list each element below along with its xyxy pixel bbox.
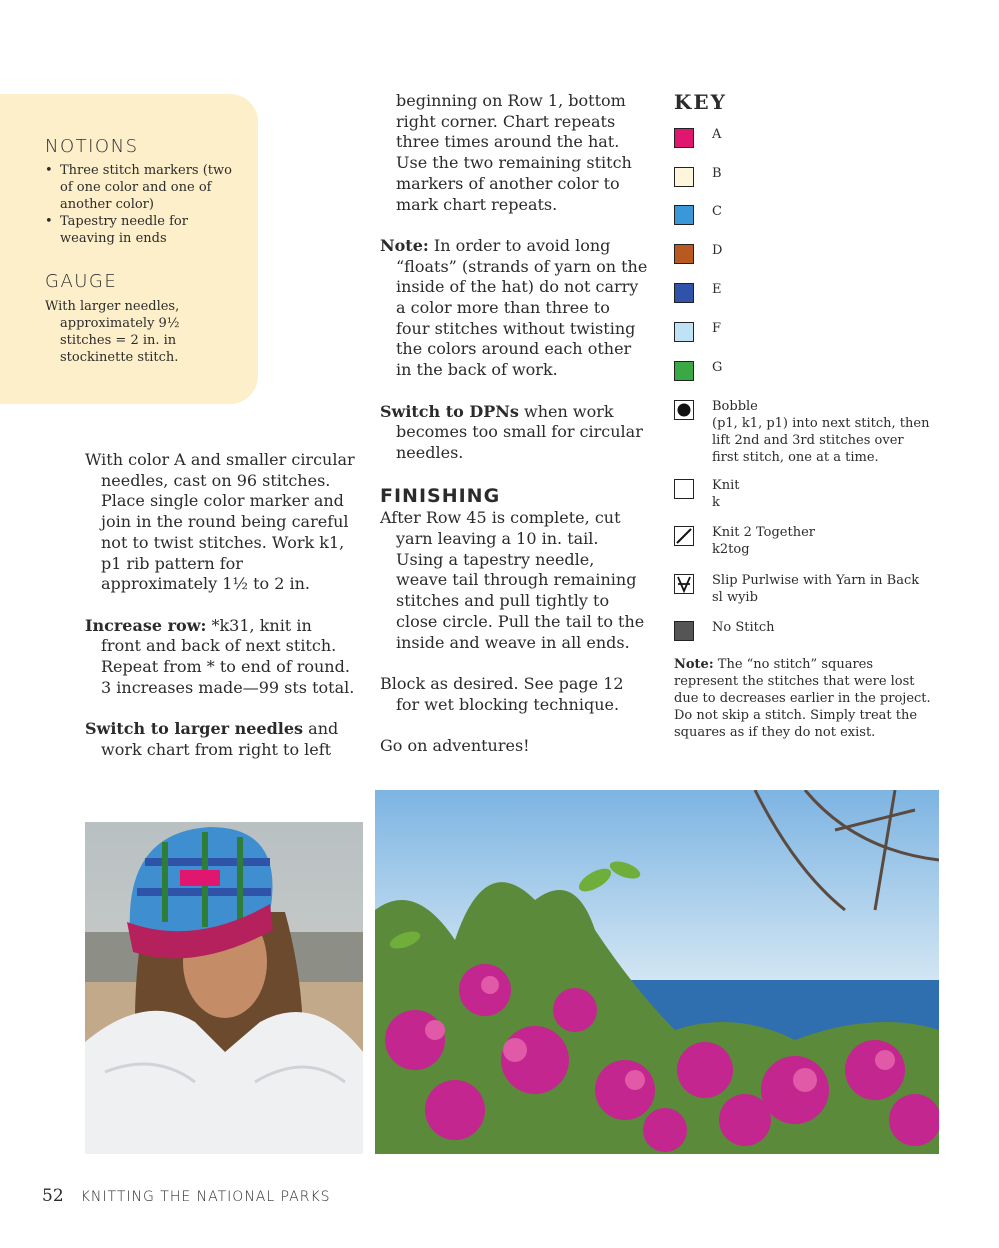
notions-heading: NOTIONS bbox=[45, 136, 139, 157]
gauge-heading: GAUGE bbox=[45, 271, 118, 292]
bobble-symbol-icon bbox=[674, 400, 694, 420]
knit-title: Knit bbox=[712, 478, 740, 493]
k2tog-symbol-icon bbox=[674, 526, 694, 546]
dpn-text: when work becomes too small for circular needles. bbox=[396, 401, 643, 462]
finishing-paragraph: After Row 45 is complete, cut yarn leaving a 10 in. tail. Using a tapestry needle, weave tail through remaining stitches and pull tightly to close circle. Pull the tail to the inside and weave in all ends. bbox=[380, 508, 645, 652]
k2tog-title: Knit 2 Together bbox=[712, 525, 816, 540]
bobble-title: Bobble bbox=[712, 399, 758, 414]
page-footer bbox=[42, 1186, 331, 1206]
key-label: B bbox=[712, 166, 722, 181]
key-label: G bbox=[712, 360, 723, 375]
color-swatch-f bbox=[674, 322, 694, 342]
book-title: KNITTING THE NATIONAL PARKS bbox=[80, 1189, 331, 1205]
slip-symbol-icon bbox=[674, 574, 694, 594]
note-paragraph bbox=[380, 236, 648, 381]
knit-label bbox=[712, 477, 932, 511]
dpn-paragraph bbox=[380, 402, 648, 464]
knit-abbr: k bbox=[712, 495, 720, 510]
no-stitch-note bbox=[674, 656, 936, 741]
model-hat-photo bbox=[85, 822, 363, 1154]
instructions-column-2 bbox=[380, 91, 648, 777]
list-item: • Three stitch markers (two of one color and one of another color) bbox=[45, 162, 245, 213]
dpn-label: Switch to DPNs bbox=[380, 401, 519, 421]
increase-row-paragraph bbox=[85, 616, 355, 699]
key-label: A bbox=[712, 127, 722, 142]
no-stitch-swatch bbox=[674, 621, 694, 641]
notions-gauge-panel bbox=[0, 94, 258, 404]
notions-list bbox=[45, 162, 245, 247]
no-stitch-title: No Stitch bbox=[712, 620, 775, 635]
adventures-paragraph: Go on adventures! bbox=[380, 736, 530, 756]
note-label: Note: bbox=[674, 657, 714, 672]
switch-needles-label: Switch to larger needles bbox=[85, 719, 304, 739]
switch-needles-text: and work chart from right to left bbox=[101, 719, 339, 759]
key-label: C bbox=[712, 204, 722, 219]
coast-flowers-photo bbox=[375, 790, 939, 1154]
slip-abbr: sl wyib bbox=[712, 590, 758, 605]
note-text: In order to avoid long “floats” (strands of yarn on the inside of the hat) do not carry a color more than three to four stitches without twisting the colors around each other in the back of work. bbox=[396, 235, 648, 380]
k2tog-label bbox=[712, 524, 932, 558]
color-swatch-a bbox=[674, 128, 694, 148]
slip-title: Slip Purlwise with Yarn in Back bbox=[712, 573, 920, 588]
note-text: The “no stitch” squares represent the stitches that were lost due to decreases earlier in the project. Do not skip a stitch. Simply treat the squares as if they do not exist. bbox=[674, 657, 931, 740]
knit-symbol-icon bbox=[674, 479, 694, 499]
color-swatch-e bbox=[674, 283, 694, 303]
chart-paragraph: beginning on Row 1, bottom right corner. Chart repeats three times around the hat. Use the two remaining stitch markers of another color to mark chart repeats. bbox=[396, 91, 632, 214]
color-swatch-d bbox=[674, 244, 694, 264]
page-number: 52 bbox=[42, 1186, 64, 1206]
key-label: F bbox=[712, 321, 722, 336]
note-label: Note: bbox=[380, 235, 429, 255]
switch-needles-paragraph bbox=[85, 719, 355, 760]
color-swatch-c bbox=[674, 205, 694, 225]
key-heading: KEY bbox=[674, 90, 727, 114]
color-swatch-g bbox=[674, 361, 694, 381]
instructions-column-1 bbox=[85, 450, 355, 781]
key-label: E bbox=[712, 282, 722, 297]
increase-row-label: Increase row: bbox=[85, 615, 207, 635]
slip-label bbox=[712, 572, 932, 606]
cast-on-paragraph: With color A and smaller circular needles, cast on 96 stitches. Place single color marker and join in the round being careful not to twist stitches. Work k1, p1 rib pattern for approximately 1½ to 2 in. bbox=[85, 450, 355, 594]
list-item: • Tapestry needle for weaving in ends bbox=[45, 213, 245, 247]
blocking-paragraph: Block as desired. See page 12 for wet blocking technique. bbox=[380, 673, 624, 714]
chart-key bbox=[674, 90, 939, 740]
color-swatch-b bbox=[674, 167, 694, 187]
gauge-text: With larger needles, approximately 9½ stitches = 2 in. in stockinette stitch. bbox=[45, 299, 180, 365]
finishing-heading: FINISHING bbox=[380, 485, 501, 508]
key-label: D bbox=[712, 243, 723, 258]
bobble-description: (p1, k1, p1) into next stitch, then lift 2nd and 3rd stitches over first stitch, one at a time. bbox=[712, 416, 930, 465]
increase-row-text: *k31, knit in front and back of next stitch. Repeat from * to end of round. 3 increases made—99 sts total. bbox=[101, 615, 355, 697]
k2tog-abbr: k2tog bbox=[712, 542, 750, 557]
bobble-label bbox=[712, 398, 932, 466]
